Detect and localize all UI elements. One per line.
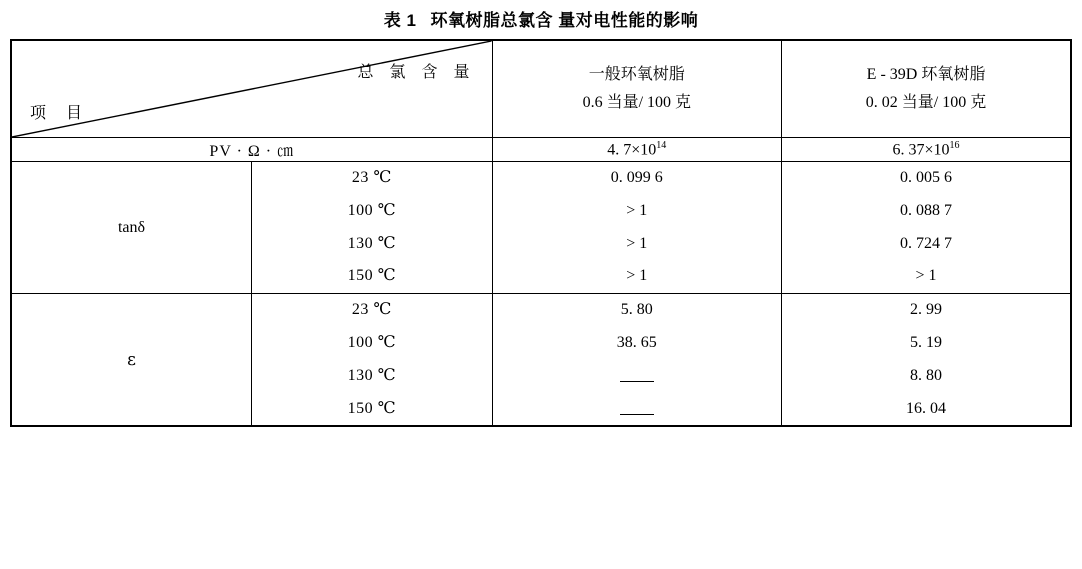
column-header-general-resin-line2: 0.6 当量/ 100 克: [582, 94, 692, 111]
cell-pv-general: [492, 138, 781, 162]
table-row: [11, 294, 1071, 427]
cell-pv-e39d-mantissa: 6. 37×10: [892, 141, 950, 159]
temperature-item: 130 ℃: [347, 234, 396, 252]
em-dash-mark: [620, 370, 654, 382]
value-item-dash: [493, 393, 781, 426]
table-row: [11, 138, 1071, 162]
temperature-item: 23 ℃: [351, 169, 392, 186]
caption-number: 表 1: [383, 11, 417, 30]
temperature-item: 23 ℃: [351, 301, 392, 319]
temperature-list-epsilon: [252, 294, 493, 427]
row-label-tandelta: [11, 162, 252, 294]
caption-text: 环氧树脂总氯含 量对电性能的影响: [430, 11, 699, 30]
table-caption: [0, 0, 1082, 39]
value-item: 38. 65: [616, 333, 657, 351]
value-item: 8. 80: [910, 366, 942, 384]
temperature-list-tandelta: [252, 162, 493, 294]
row-label-tandelta-text: tanδ: [117, 218, 146, 236]
column-header-general-resin-line1: 一般环氧树脂: [588, 66, 685, 83]
column-header-e39d-resin-line2: 0. 02 当量/ 100 克: [865, 94, 987, 111]
em-dash-mark: [620, 403, 654, 415]
temperature-item: 130 ℃: [347, 366, 396, 384]
values-epsilon-general: [492, 294, 781, 427]
value-item: > 1: [626, 201, 648, 219]
value-item: 0. 099 6: [610, 169, 663, 186]
value-item: > 1: [626, 234, 648, 252]
row-label-epsilon: [11, 294, 252, 427]
temperature-item: 150 ℃: [347, 399, 396, 417]
value-item: 0. 088 7: [900, 201, 952, 219]
temperature-item: 100 ℃: [347, 201, 396, 219]
temperature-item: 100 ℃: [347, 333, 396, 351]
temperature-item: 150 ℃: [347, 267, 396, 285]
values-epsilon-e39d: [782, 294, 1071, 427]
diagonal-header-cell: [11, 40, 492, 138]
data-table: [10, 39, 1072, 427]
value-item: 5. 19: [910, 333, 942, 351]
cell-pv-general-mantissa: 4. 7×10: [607, 141, 657, 159]
cell-pv-e39d: [782, 138, 1071, 162]
value-item: 5. 80: [620, 301, 653, 319]
value-item: > 1: [626, 267, 648, 285]
row-label-pv: PV · Ω · ㎝: [11, 138, 492, 162]
column-header-e39d-resin-line1: E - 39D 环氧树脂: [866, 66, 986, 83]
row-label-epsilon-text: ε: [127, 349, 136, 370]
header-row-label: 项 目: [30, 105, 91, 122]
value-item: > 1: [915, 267, 937, 285]
values-tandelta-general: [492, 162, 781, 294]
value-item: 0. 724 7: [900, 234, 952, 252]
header-column-label: 总 氯 含 量: [357, 64, 476, 81]
cell-pv-e39d-exponent: 16: [949, 139, 960, 151]
value-item-dash: [493, 360, 781, 393]
column-header-e39d-resin: [782, 40, 1071, 138]
column-header-general-resin: [492, 40, 781, 138]
cell-pv-general-exponent: 14: [656, 139, 667, 151]
value-item: 0. 005 6: [900, 169, 952, 186]
value-item: 16. 04: [906, 399, 946, 417]
table-header-row: [11, 40, 1071, 138]
value-item: 2. 99: [910, 301, 942, 319]
values-tandelta-e39d: [782, 162, 1071, 294]
table-row: [11, 162, 1071, 294]
